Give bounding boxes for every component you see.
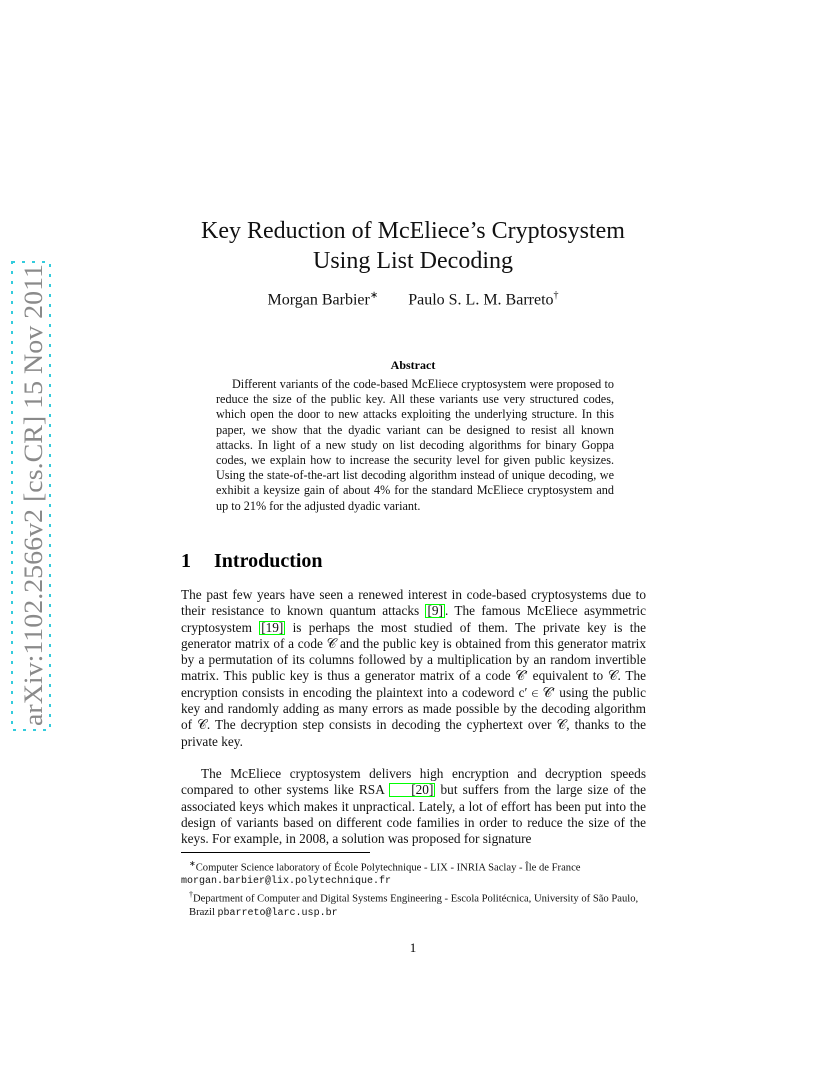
author-name: Paulo S. L. M. Barreto	[408, 291, 554, 309]
arxiv-stamp	[10, 260, 52, 732]
footnote-text: Computer Science laboratory of École Polytechnique - LIX - INRIA Saclay - Île de France	[195, 862, 581, 874]
section-number: 1	[181, 550, 191, 572]
footnote-email: pbarreto@larc.usp.br	[217, 907, 338, 919]
author-list	[180, 290, 646, 309]
author-footnote-mark: †	[553, 290, 559, 301]
text-run: The McEliece cryptosystem delivers high encryption and decryption speeds compared to other systems like RSA	[181, 766, 646, 798]
footnote-text: Department of Computer and Digital Systems Engineering - Escola Politécnica, University of São Paulo, Brazil	[189, 893, 639, 918]
citation-link[interactable]: [20]	[389, 783, 435, 797]
text-run: The past few years have seen a renewed interest in code-based cryptosystems due to their resistance to known quantum attacks	[181, 587, 646, 619]
footnote-2	[181, 888, 646, 920]
text-run: is perhaps the most studied of them. The private key is the generator matrix of a code 𝒞 and the public key is obtained from this generator matrix by a permutation of its columns followed by a multiplication by an random invertible matrix. This public key is thus a generator matrix of a code 𝒞′ equivalent to 𝒞. The encryption consists in encoding the plaintext into a codeword c′ ∈ 𝒞′ using the public key and randomly adding as many errors as made possible by the decoding algorithm of 𝒞. The decryption step consists in decoding the cyphertext over 𝒞, thanks to the private key.	[181, 619, 646, 749]
page-number: 1	[409, 940, 417, 955]
citation-link[interactable]: [19]	[261, 619, 284, 635]
footnote-1	[181, 857, 646, 888]
abstract-heading: Abstract	[390, 358, 436, 372]
title-line-1: Key Reduction of McEliece’s Cryptosystem	[201, 218, 625, 244]
intro-paragraph-2	[181, 766, 646, 847]
footnote-email: morgan.barbier@lix.polytechnique.fr	[181, 875, 392, 887]
text-run: but suffers from the large size of the associated keys which makes it unpractical. Lately, a lot of effort has been put into the design of variants based on different code families in order to reduce the size of the keys. For example, in 2008, a solution was proposed for signature	[181, 782, 646, 847]
author-name: Morgan Barbier	[267, 291, 370, 309]
author-barreto	[408, 290, 558, 309]
author-barbier	[267, 290, 378, 309]
footnote-mark: †	[189, 889, 193, 899]
intro-paragraph-1	[181, 587, 646, 750]
section-heading	[181, 550, 323, 573]
author-footnote-mark: ∗	[369, 290, 379, 301]
section-title: Introduction	[214, 550, 323, 572]
citation-link[interactable]: [9]	[427, 603, 443, 619]
footnotes	[181, 857, 646, 920]
arxiv-stamp-text: arXiv:1102.2566v2 [cs.CR] 15 Nov 2011	[19, 296, 48, 726]
footnote-rule	[181, 852, 370, 853]
paper-title	[180, 216, 646, 276]
footnote-mark: ∗	[189, 859, 196, 868]
title-line-2: Using List Decoding	[313, 248, 513, 274]
text-run: . The famous McEliece asymmetric cryptosystem	[181, 603, 647, 635]
abstract-text: Different variants of the code-based McEliece cryptosystem were proposed to reduce the size of the public key. All these variants use very structured codes, which open the door to new attacks exploiting the underlying structure. In this paper, we show that the dyadic variant can be designed to resist all known attacks. In light of a new study on list decoding algorithms for binary Goppa codes, we explain how to increase the security level for given public keysizes. Using the state-of-the-art list decoding algorithm instead of unique decoding, we exhibit a keysize gain of about 4% for the standard McEliece cryptosystem and up to 21% for the adjusted dyadic variant.	[216, 377, 614, 513]
